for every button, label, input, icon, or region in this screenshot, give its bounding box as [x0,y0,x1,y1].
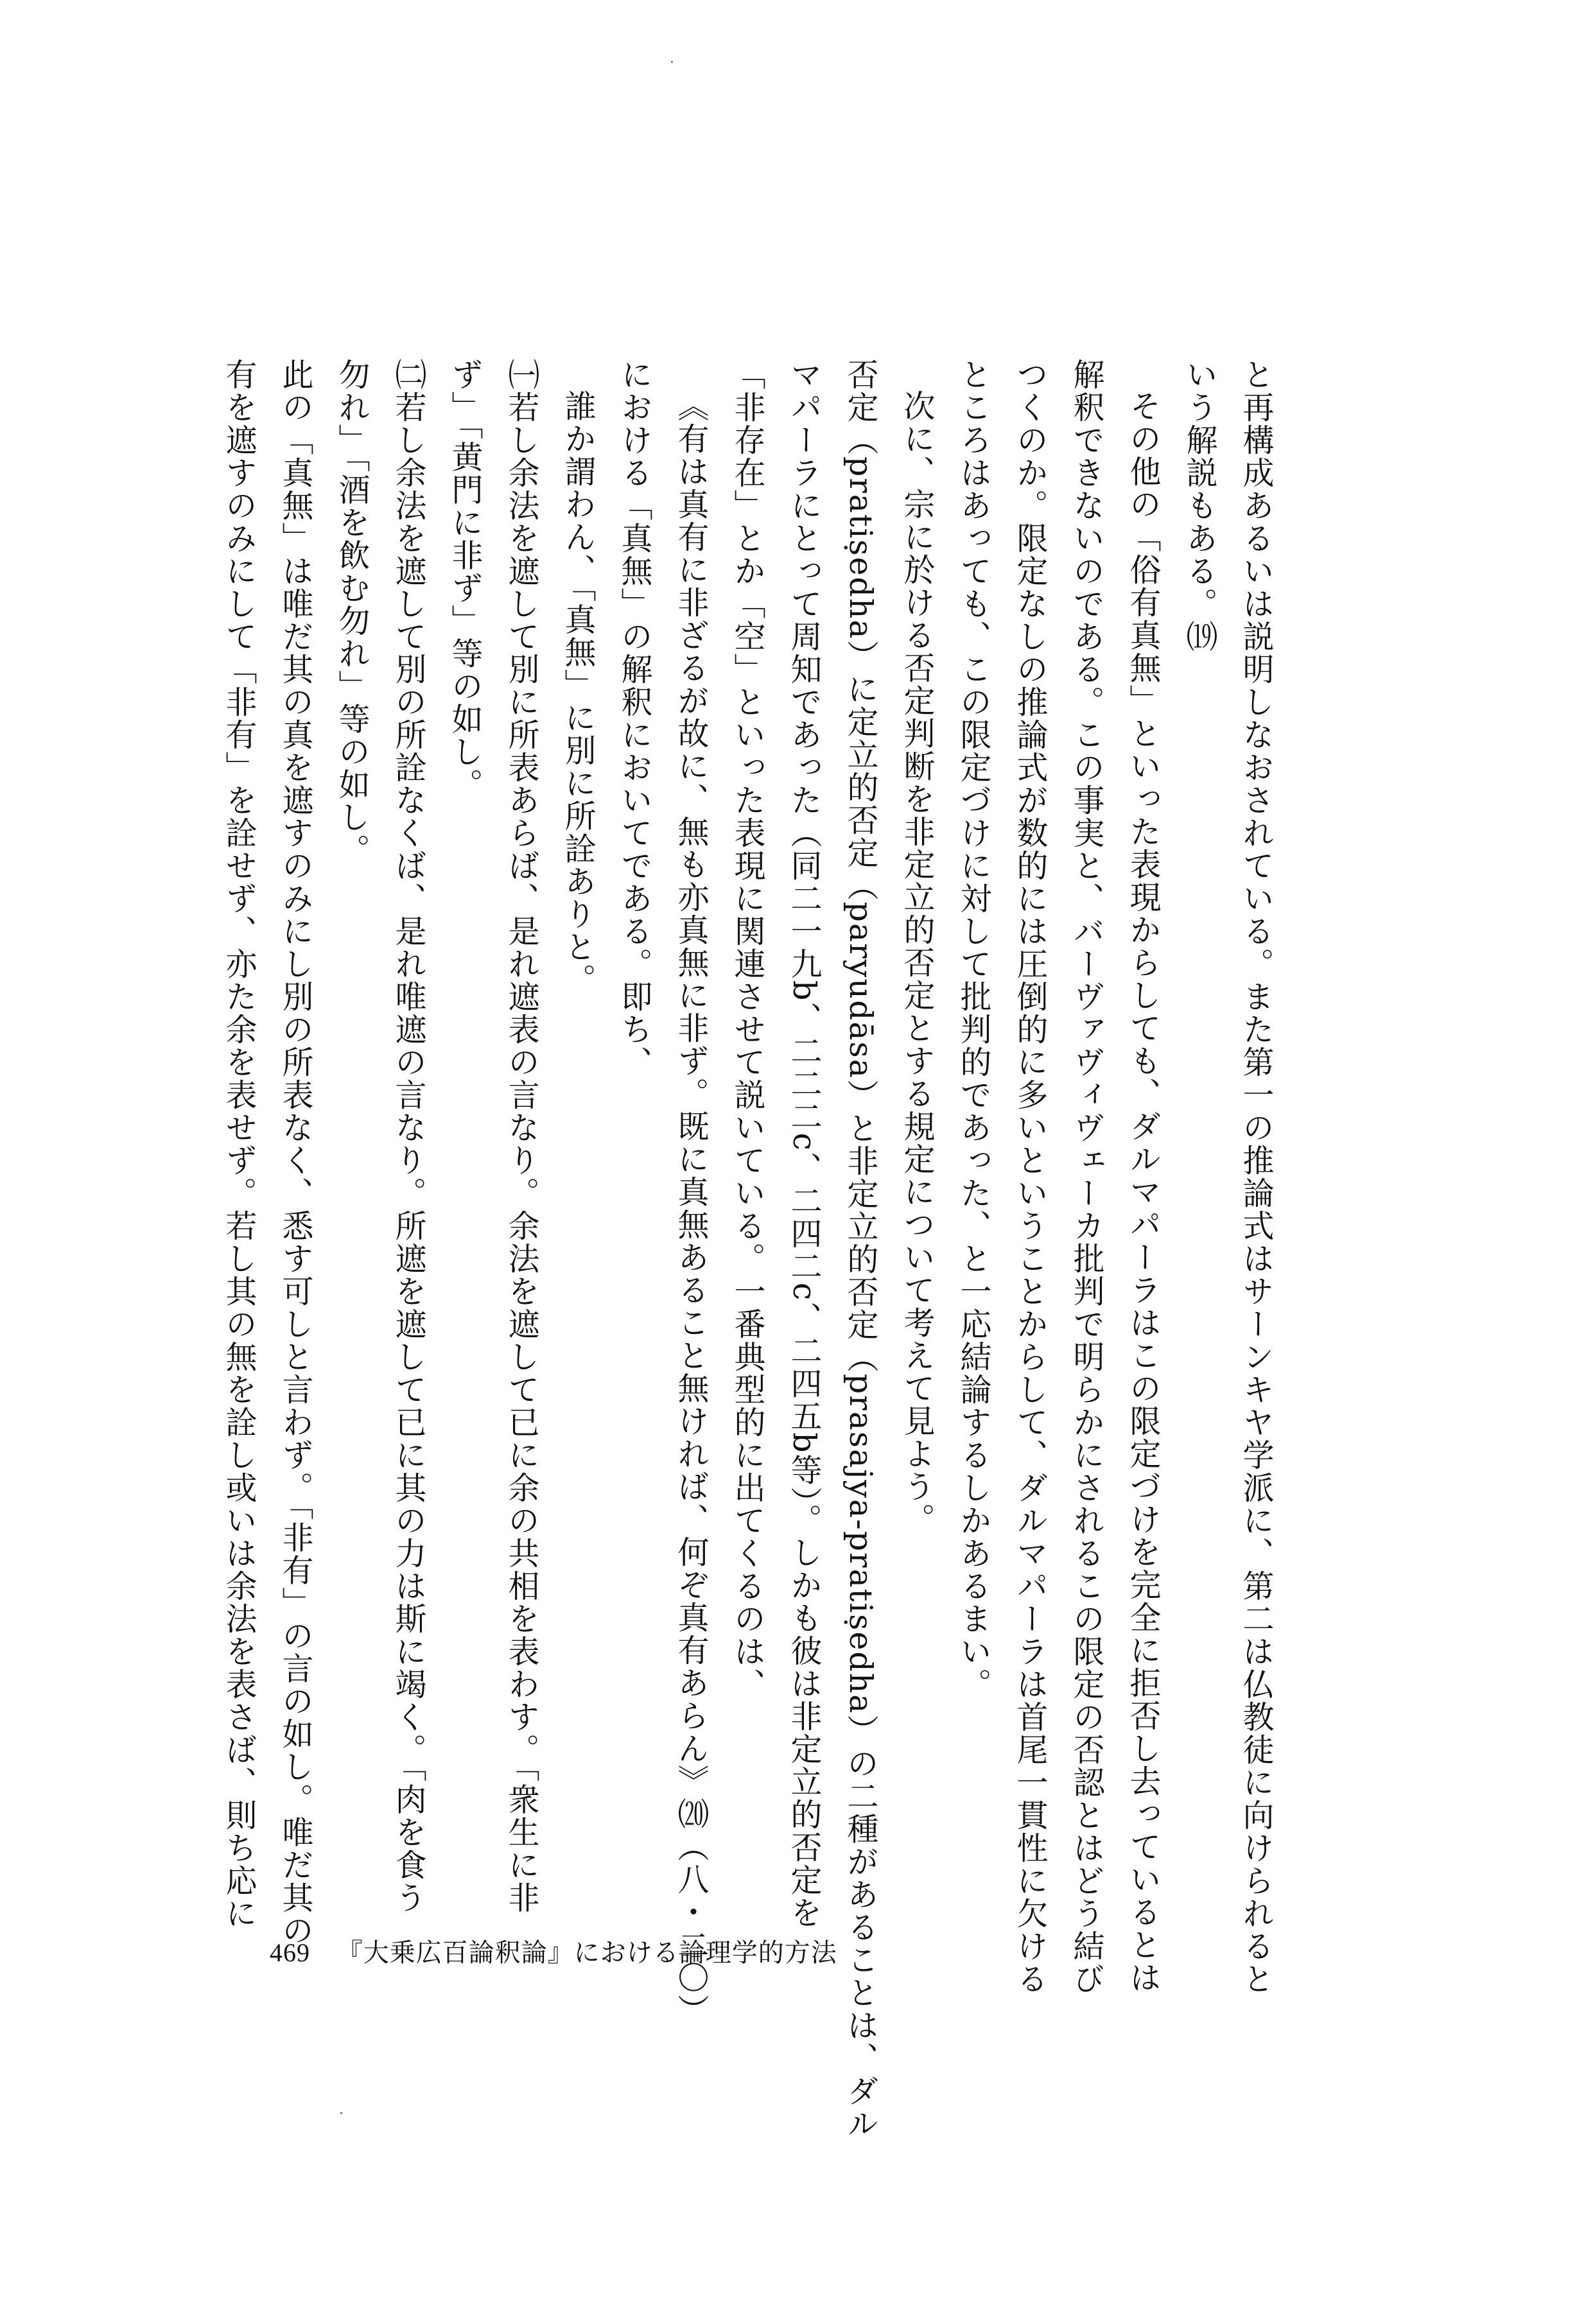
text-line: つくのか。限定なしの推論式が数的には圧倒的に多いということからして、ダルマパーラは首尾一貫性に欠ける [1012,358,1049,1995]
text-line: 「非存在」とか「空」といった表現に関連させて説いている。一番典型的に出てくるのは、 [729,358,766,1701]
text-line: マパーラにとって周知であった（同二一九b、二二二c、二四二c、二四五b等）。しかも彼は非定立的否定を [786,358,823,1930]
text-line: ところはあっても、この限定づけに対して批判的であった、と一応結論するしかあるまい。 [955,358,992,1701]
text-line: いう解説もある。⒆ [1181,358,1218,653]
text-line: ㈡若し余法を遮して別の所詮なくば、是れ唯遮の言なり。所遮を遮して已に其の力は斯に竭く。「肉を食う [390,358,427,1914]
text-line: その他の「俗有真無」といった表現からしても、ダルマパーラはこの限定づけを完全に拒否し去っているとは [1125,390,1162,1994]
text-line: 勿れ」「酒を飲む勿れ」等の如し。 [334,358,370,867]
text-line: 次に、宗に於ける否定判断を非定立的否定とする規定について考えて見よう。 [899,390,936,1536]
text-line: 有を遮すのみにして「非有」を詮せず、亦た余を表せず。若し其の無を詮し或いは余法を表さば、則ち応に [221,358,257,1930]
running-footer [270,1932,837,1969]
scan-speck [671,61,673,63]
text-line: 解釈できないのである。この事実と、バーヴァヴィヴェーカ批判で明らかにされるこの限定の否認とはどう結び [1068,358,1105,1995]
text-line: における「真無」の解釈においてである。即ち、 [616,358,653,1079]
text-line: と再構成あるいは説明しなおされている。また第一の推論式はサーンキヤ学派に、第二は仏教徒に向けられると [1238,358,1275,1995]
quote-line: 《有は真有に非ざるが故に、無も亦真無に非ず。既に真無あること無ければ、何ぞ真有あらん》⒇（八・二〇） [673,390,710,2027]
text-line: 此の「真無」は唯だ其の真を遮すのみにし別の所表なく、悉す可しと言わず。「非有」の言の如し。唯だ其の [277,358,314,1947]
footer-title: 『大乗広百論釈論』における論理学的方法 [336,1938,837,1968]
text-line: ㈠若し余法を遮して別に所表あらば、是れ遮表の言なり。余法を遮して已に余の共相を表わす。「衆生に非 [503,358,540,1914]
text-line: 誰か謂わん、「真無」に別に所詮ありと。 [560,390,597,996]
text-line: ず」「黄門に非ず」等の如し。 [447,358,484,801]
page-number: 469 [270,1938,310,1967]
text-line: 否定（pratiṣedha）に定立的否定（paryudāsa）と非定立的否定（prasajya-pratiṣedha）の二種があることは、ダル [842,358,879,2140]
scan-speck [340,2112,342,2114]
